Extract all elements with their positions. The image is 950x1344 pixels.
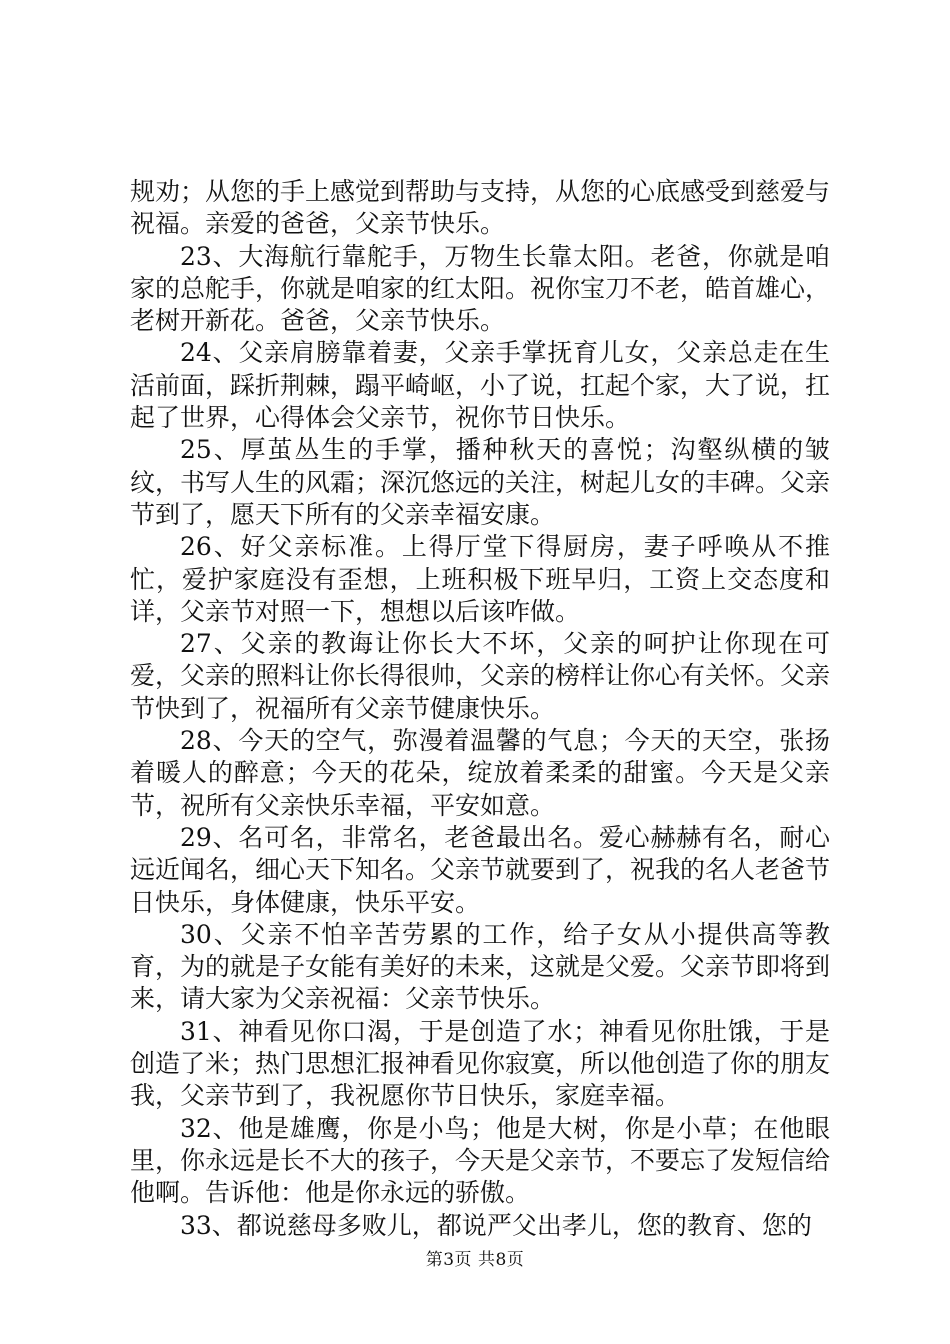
paragraph: 32、他是雄鹰，你是小鸟；他是大树，你是小草；在他眼里，你永远是长不大的孩子，今天是父亲节，不要忘了发短信给他啊。告诉他：他是你永远的骄傲。 [130, 1113, 831, 1208]
paragraph: 25、厚茧丛生的手掌，播种秋天的喜悦；沟壑纵横的皱纹，书写人生的风霜；深沉悠远的关注，树起儿女的丰碑。父亲节到了，愿天下所有的父亲幸福安康。 [130, 435, 831, 529]
paragraph: 24、父亲肩膀靠着妻，父亲手掌抚育儿女，父亲总走在生活前面，踩折荆棘，蹋平崎岖，小了说，扛起个家，大了说，扛起了世界，心得体会父亲节，祝你节日快乐。 [130, 338, 831, 433]
paragraph: 27、父亲的教诲让你长大不坏，父亲的呵护让你现在可爱，父亲的照料让你长得很帅，父亲的榜样让你心有关怀。父亲节快到了，祝福所有父亲节健康快乐。 [130, 629, 831, 723]
paragraph: 33、都说慈母多败儿，都说严父出孝儿，您的教育、您的 [180, 1210, 812, 1240]
paragraph: 30、父亲不怕辛苦劳累的工作，给子女从小提供高等教育，为的就是子女能有美好的未来，这就是父爱。父亲节即将到来，请大家为父亲祝福：父亲节快乐。 [130, 919, 831, 1014]
paragraph: 29、名可名，非常名，老爸最出名。爱心赫赫有名，耐心远近闻名，细心天下知名。父亲节就要到了，祝我的名人老爸节日快乐，身体健康，快乐平安。 [130, 822, 831, 917]
paragraph: 规劝；从您的手上感觉到帮助与支持，从您的心底感受到慈爱与祝福。亲爱的爸爸，父亲节快乐。 [130, 177, 831, 239]
paragraph: 23、大海航行靠舵手，万物生长靠太阳。老爸，你就是咱家的总舵手，你就是咱家的红太阳。祝你宝刀不老，皓首雄心，老树开新花。爸爸，父亲节快乐。 [130, 241, 831, 336]
body-text [130, 176, 830, 1242]
page-footer: 第3页 共8页 [425, 1250, 525, 1270]
paragraph: 31、神看见你口渴，于是创造了水；神看见你肚饿，于是创造了米；热门思想汇报神看见你寂寞，所以他创造了你的朋友我，父亲节到了，我祝愿你节日快乐，家庭幸福。 [130, 1016, 831, 1111]
paragraph: 26、好父亲标准。上得厅堂下得厨房，妻子呼唤从不推忙，爱护家庭没有歪想，上班积极下班早归，工资上交态度和详，父亲节对照一下，想想以后该咋做。 [130, 532, 830, 626]
paragraph: 28、今天的空气，弥漫着温馨的气息；今天的天空，张扬着暖人的醉意；今天的花朵，绽放着柔柔的甜蜜。今天是父亲节，祝所有父亲快乐幸福，平安如意。 [130, 726, 830, 820]
